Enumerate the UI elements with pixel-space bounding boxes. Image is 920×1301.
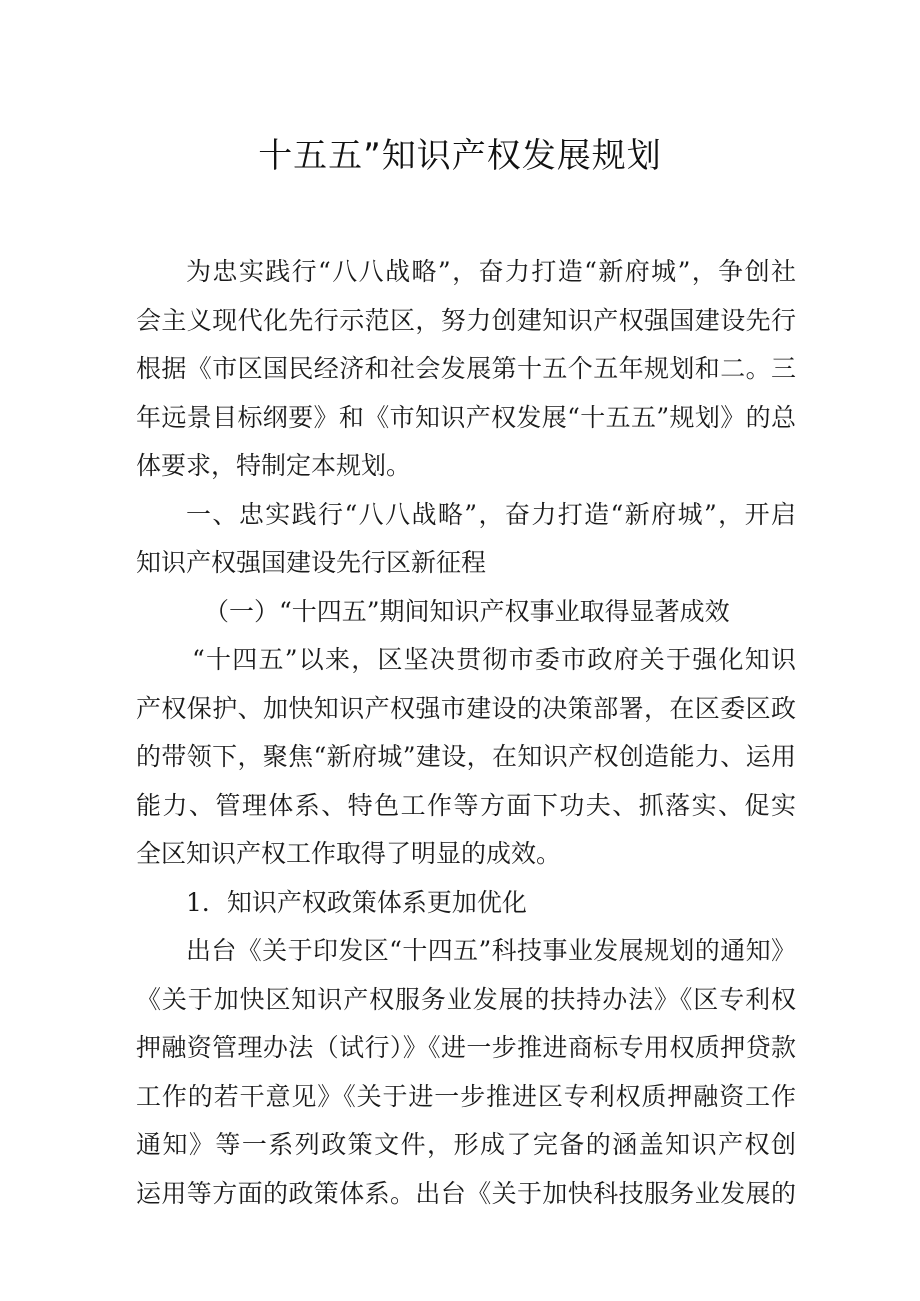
paragraph-line: “十四五”以来，区坚决贯彻市委市政府关于强化知识 bbox=[192, 645, 796, 674]
paragraph-line: 押融资管理办法（试行）》《进一步推进商标专用权质押贷款 bbox=[136, 1033, 796, 1062]
subsection-heading: （一）“十四五”期间知识产权事业取得显著成效 bbox=[204, 596, 730, 626]
paragraph-line: 通知》等一系列政策文件，形成了完备的涵盖知识产权创 bbox=[136, 1130, 796, 1159]
paragraph-line: 的带领下，聚焦“新府城”建设，在知识产权创造能力、运用 bbox=[136, 742, 796, 771]
document-title: 十五五”知识产权发展规划 bbox=[258, 136, 662, 176]
paragraph-line: 能力、管理体系、特色工作等方面下功夫、抓落实、促实 bbox=[136, 790, 796, 820]
document-body bbox=[136, 248, 796, 1218]
paragraph-line: 产权保护、加快知识产权强市建设的决策部署，在区委区政 bbox=[136, 693, 796, 723]
section-heading-line: 知识产权强国建设先行区新征程 bbox=[136, 548, 487, 577]
paragraph-line: 运用等方面的政策体系。出台《关于加快科技服务业发展的 bbox=[136, 1178, 796, 1208]
paragraph-line: 全区知识产权工作取得了明显的成效。 bbox=[136, 839, 562, 868]
paragraph-line: 体要求，特制定本规划。 bbox=[136, 451, 412, 480]
paragraph-line: 年远景目标纲要》和《市知识产权发展“十五五”规划》的总 bbox=[136, 402, 796, 432]
paragraph-line: 会主义现代化先行示范区，努力创建知识产权强国建设先行 bbox=[136, 305, 796, 335]
paragraph-line: 出台《关于印发区“十四五”科技事业发展规划的通知》 bbox=[186, 936, 796, 965]
paragraph-line: 根据《市区国民经济和社会发展第十五个五年规划和二。三 bbox=[136, 354, 796, 383]
paragraph-line: 为忠实践行“八八战略”，奋力打造“新府城”，争创社 bbox=[186, 257, 796, 286]
paragraph-line: 《关于加快区知识产权服务业发展的扶持办法》《区专利权 bbox=[136, 984, 796, 1014]
item-heading: 1．知识产权政策体系更加优化 bbox=[186, 887, 527, 917]
section-heading-line: 一、忠实践行“八八战略”，奋力打造“新府城”，开启 bbox=[186, 499, 796, 529]
paragraph-line: 工作的若干意见》《关于进一步推进区专利权质押融资工作 bbox=[136, 1081, 796, 1111]
